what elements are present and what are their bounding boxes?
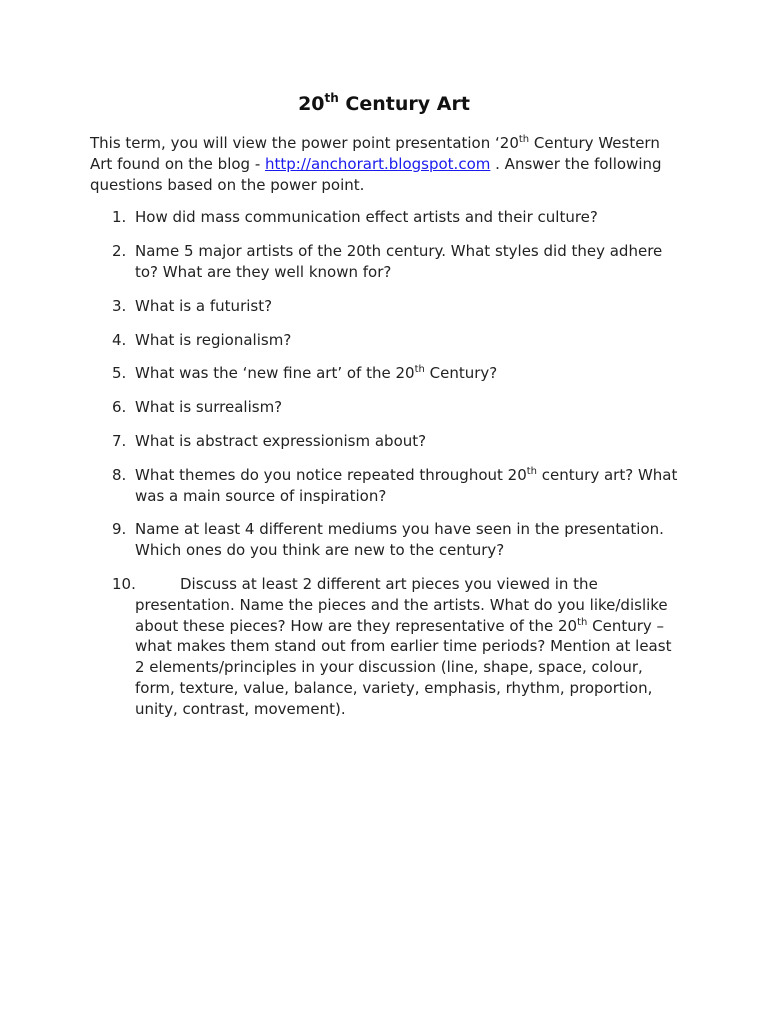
title-rest: Century Art <box>338 93 470 115</box>
question-text <box>135 574 682 720</box>
question-7 <box>112 431 682 452</box>
question-text-part: century art? What was a main source of inspiration? <box>135 466 678 505</box>
question-sup: th <box>526 466 538 477</box>
question-number: 8. <box>112 466 127 484</box>
question-text: Name 5 major artists of the 20th century. What styles did they adhere to? What are they well known for? <box>135 242 663 281</box>
question-number: 9. <box>112 520 127 538</box>
question-sup: th <box>577 616 588 628</box>
question-4 <box>112 330 682 351</box>
question-text: How did mass communication effect artists and their culture? <box>135 208 598 226</box>
question-sup: th <box>414 364 425 375</box>
question-8 <box>112 465 682 507</box>
intro-paragraph <box>90 133 680 195</box>
question-number: 7. <box>112 432 127 450</box>
intro-text-3: . Answer the following questions based on the power point. <box>90 154 662 194</box>
intro-text-2: Century Western Art found on the blog - <box>90 134 660 173</box>
question-1 <box>112 207 682 228</box>
question-text: What is a futurist? <box>135 297 273 315</box>
question-text: What is regionalism? <box>135 331 292 349</box>
question-text-part: What themes do you notice repeated throughout 20 <box>135 466 527 484</box>
question-number: 1. <box>112 208 127 226</box>
question-text-part: Discuss at least 2 different art pieces you viewed in the presentation. Name the pieces and the artists. What do you like/dislike about these pieces? How are they representative of the 20 <box>135 575 668 635</box>
question-text-part: Century? <box>424 364 498 382</box>
question-number: 3. <box>112 297 127 315</box>
question-9 <box>112 519 682 561</box>
question-text: What is surrealism? <box>135 398 283 416</box>
question-5 <box>112 363 682 384</box>
question-3 <box>112 296 682 317</box>
question-text <box>135 465 682 507</box>
question-number: 5. <box>112 364 127 382</box>
question-number: 4. <box>112 331 127 349</box>
question-text-part: What was the ‘new fine art’ of the 20 <box>135 364 415 382</box>
intro-sup: th <box>518 134 530 145</box>
question-number: 10. <box>112 575 136 593</box>
page-title <box>0 90 768 118</box>
question-number: 6. <box>112 398 127 416</box>
blog-link[interactable]: http://anchorart.blogspot.com <box>265 154 491 173</box>
title-sup: th <box>324 91 339 105</box>
title-main: 20 <box>298 93 325 115</box>
question-10 <box>112 574 682 720</box>
question-text-part: Century – what makes them stand out from earlier time periods? Mention at least 2 elements/principles in your discussion (line, shape, space, colour, form, texture, value, balance, variety, emphasis, rhythm, proportion, unity, contrast, movement). <box>135 616 672 718</box>
intro-text-1: This term, you will view the power point presentation ‘20 <box>90 134 519 152</box>
question-text: Name at least 4 different mediums you have seen in the presentation. Which ones do you think are new to the century? <box>135 520 664 559</box>
question-6 <box>112 397 682 418</box>
question-number: 2. <box>112 242 127 260</box>
question-2 <box>112 241 682 283</box>
question-text <box>135 363 682 384</box>
question-text: What is abstract expressionism about? <box>135 432 427 450</box>
